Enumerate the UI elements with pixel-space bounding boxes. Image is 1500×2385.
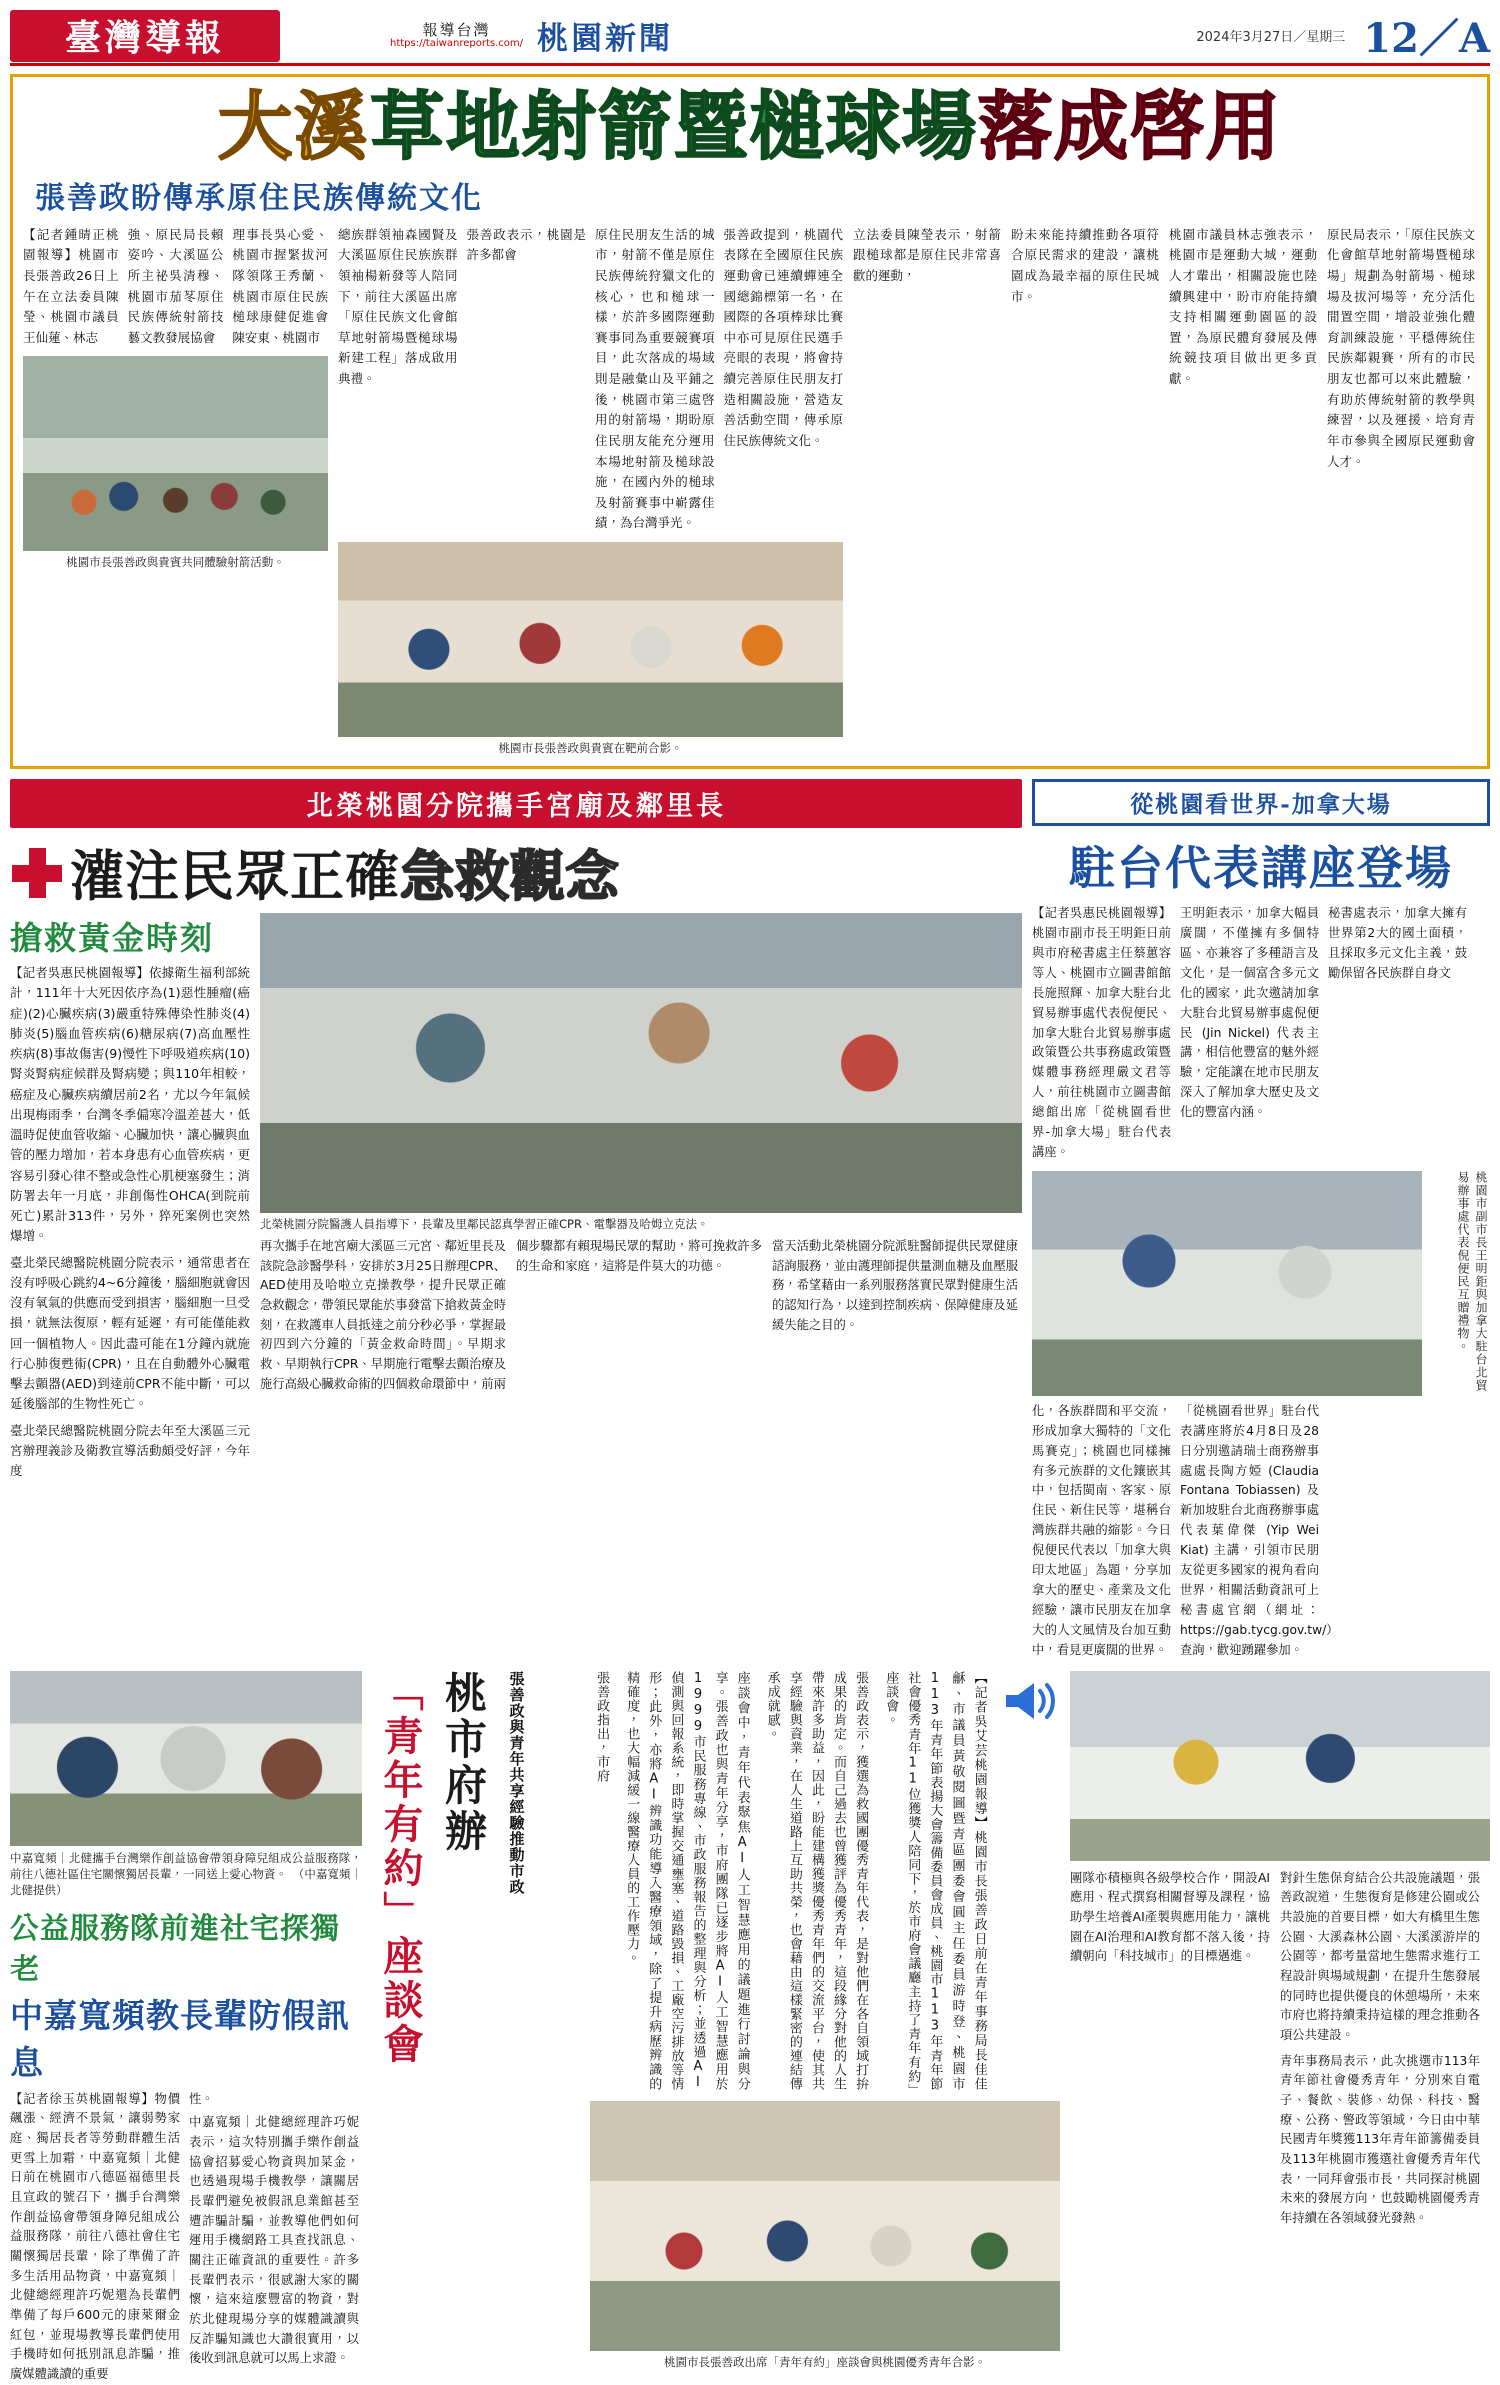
canada-banner: 從桃園看世界-加拿大場 xyxy=(1032,779,1490,826)
medical-cross-icon xyxy=(10,846,64,900)
cpr-story xyxy=(10,779,1022,1661)
canada-col-2: 王明鉅表示，加拿大幅員廣闊，不僅擁有多個特區、亦兼容了多種語言及文化，是一個富含多元文化的國家，此次邀請加拿大駐台北貿易辦事處倪便民 (Jin Nickel) 代表主講，相信他豐富的魅外經驗，定能讓在地市民朋友深入了解加拿大歷史及文化的豐富內涵。 xyxy=(1180,906,1319,1120)
cpr-col-3: 臺北榮民總醫院桃園分院去年至大溪區三元宮辦理義診及衛教宣導活動頗受好評，今年度 xyxy=(10,1422,250,1479)
speaker-icon-wrap xyxy=(998,1671,1058,2091)
charity-photo xyxy=(10,1671,362,1846)
charity-headline-2: 中嘉寬頻教長輩防假訊息 xyxy=(10,1995,350,2082)
cpr-col-2: 臺北榮民總醫院桃園分院表示，通常患者在沒有呼吸心跳約4~6分鐘後，腦細胞就會因沒有氧氣的供應而受到損害，腦細胞一旦受損，就無法復原，輕有延遲，有可能僅能救回一個植物人。因此盡可能在1分鐘內就施行心肺復甦術(CPR)，且在自動體外心臟電擊去顫器(AED)到達前CPR不能中斷，可以延後腦部的生物性死亡。 xyxy=(10,1254,250,1412)
lead-photo-1-caption: 桃園市長張善政與貴賓共同體驗射箭活動。 xyxy=(66,555,285,570)
masthead xyxy=(10,8,1490,66)
lead-col-11: 原民局表示，「原住民族文化會館草地射箭場暨槌球場」規劃為射箭場、槌球場及拔河場等，充分活化閒置空間，增設並強化體育訓練設施，平穩傳統住民族鄰親賽，所有的市民朋友也都可以來此體驗，有助於傳統射箭的教學與練習，以及運援、培育青年市參與全國原民運動會人才。 xyxy=(1327,226,1475,469)
youth-forum-photo-caption: 桃園市長張善政出席「青年有約」座談會與桃園優秀青年合影。 xyxy=(664,2354,986,2369)
lead-text-columns xyxy=(23,225,328,349)
charity-text-columns xyxy=(10,2090,362,2385)
canada-photo-caption: 桃園市副市長王明鉅與加拿大駐台北貿易辦事處代表倪便民互贈禮物。 xyxy=(1456,1170,1488,1392)
cpr-photo xyxy=(260,913,1022,1213)
canada-text-columns-2 xyxy=(1032,1402,1490,1661)
canada-col-5: 「從桃園看世界」駐台代表講座將於4月8日及28日分別邀請瑞士商務辦事處處長陶方婭 (Claudia Fontana Tobiassen) 及新加坡駐台北商務辦事處代表葉偉傑 (Yip Wei Kiat) 主講，引領市民朋友從更多國家的視角看向世界，相關活動資訊可上秘書處官網（網址：https://gab.tycg.gov.tw/）查詢，歡迎踴躍參加。 xyxy=(1180,1403,1339,1657)
masthead-right xyxy=(1196,7,1490,64)
cpr-headline-text xyxy=(70,834,620,911)
newspaper-logo xyxy=(10,10,280,62)
youth-forum-body-1: 【記者吳艾芸桃園報導】桃園市長張善政日前在青年事務局長佳佳龢、市議員黃敬閱圖暨青區團委會圓主任委員游時登、桃園市113年青年節表揚大會籌備委員會成員、桃園市113年青年節社會優秀青年11位獲獎人陪同下，於市府會議廳主持了青年有約」座談會。 xyxy=(883,1670,987,2091)
lead-col-10: 桃園市議員林志強表示，桃園市是運動大城，運動人才輩出，相關設施也陸續興建中，盼市府能持續支持相關運動園區的設置，為原民體育發展及傳統競技項目做出更多貢獻。 xyxy=(1169,226,1317,387)
megaphone-icon xyxy=(998,1671,1058,1731)
youth-forum-body-4: 張善政指出，市府 xyxy=(594,1670,610,1783)
lead-middle-block xyxy=(338,225,843,756)
masthead-tagline: 報導台灣 xyxy=(422,20,491,39)
youth-forum-col-b-frag-2: 青年事務局表示，此次挑選市113年青年節社會優秀青年，分別來自電子、餐飲、裝修、幼保、科技、醫療、公務、警政等領域，今日由中華民國青年獎獲113年青年節籌備委員及113年桃園市獲選社會優秀青年代表，一同拜會張市長，共同探討桃園未來的發展方向，也鼓勵桃園優秀青年持續在各領域發光發熱。 xyxy=(1280,2053,1480,2226)
cpr-headline xyxy=(10,834,1022,911)
youth-forum-photo xyxy=(590,2101,1060,2351)
lead-col-1: 【記者鍾晴正桃園報導】桃園市長張善政26日上午在立法委員陳瑩、桃園市議員王仙蓮、林志 xyxy=(23,226,119,345)
canada-col-6 xyxy=(1328,1402,1467,1661)
canada-col-3: 秘書處表示，加拿大擁有世界第2大的國土面積，且採取多元文化主義，鼓勵保留各民族群自身文 xyxy=(1328,906,1467,980)
lead-col-5: 張善政表示，桃園是許多都會 xyxy=(466,226,586,263)
lead-col-4: 總族群領袖森國賢及大溪區原住民族族群領袖楊新發等人陪同下，前往大溪區出席「原住民族文化會館草地射箭場暨槌球場新建工程」落成啟用典禮。 xyxy=(338,226,458,387)
headline-part-1: 大溪 xyxy=(218,84,370,170)
logo-text: 臺灣導報 xyxy=(64,17,225,59)
lead-headline xyxy=(23,84,1477,170)
cpr-headline-part-2: 急救觀念 xyxy=(400,844,620,909)
lead-right-block xyxy=(853,225,1477,756)
youth-forum-col-a: 團隊亦積極與各級學校合作，開設AI應用、程式撰寫相關督導及課程，協助學生培養AI產製與應用能力，讓桃園在AI治理和AI教育都不落入後，持續朝向「科技城市」的目標邁進。 xyxy=(1070,1870,1270,1964)
lead-photo-2-caption: 桃園市長張善政與貴賓在靶前合影。 xyxy=(498,741,683,756)
youth-forum-title-block xyxy=(372,1671,493,2385)
page-number: 12／A xyxy=(1363,15,1490,62)
youth-forum-body-2: 張善政表示，獲選為救國團優秀青年代表，是對他們在各自領域打拚成果的肯定。而自己過去也曾獲評為優秀青年，這段緣分對他的人生帶來許多助益，因此，盼能建構獲獎優秀青年們的交流平台，使其共享經驗與資業，在人生道路上互助共榮，也會藉由這樣緊密的連結傳承成就感。 xyxy=(764,1670,869,2091)
cpr-right-column xyxy=(260,913,1022,1481)
lead-story xyxy=(10,74,1490,769)
canada-story xyxy=(1032,779,1490,1661)
lead-col-9: 盼未來能持續推動各項符合原民需求的建設，讓桃園成為最幸福的原住民城市。 xyxy=(1011,226,1159,304)
youth-forum-body-3: 座談會中，青年代表聚焦AI人工智慧應用的議題進行討論與分享。張善政也與青年分享，市府團隊已逐步將AI人工智慧應用於1999市民服務專線、市政服務報告的整理與分析；並透過AI偵測與回報系統，即時掌握交通壅塞、道路毀損、工廠空污排放等情形；此外，亦將AI辨識功能導入醫療領域，除了提升病歷辨識的精確度，也大幅減緩一線醫療人員的工作壓力。 xyxy=(624,1670,750,2091)
youth-forum-col-b-frag-1: 對針生態保育結合公共設施議題，張善政說道，生態復育是修建公園或公共設施的首要目標，如大有橋里生態公園、大溪森林公園、大溪溪游岸的公園等，都考量當地生態需求進行工程設計與場域規劃，在提升生態發展的同時也提供優良的休憩場所，未來市府也將持續秉持這樣的理念推動各項公共建設。 xyxy=(1280,1870,1480,2042)
cpr-photo-caption: 北榮桃園分院醫護人員指導下，長輩及里鄰民認真學習正確CPR、電擊器及哈姆立克法。 xyxy=(260,1217,709,1232)
youth-forum-body-block xyxy=(590,1671,1060,2385)
middle-section xyxy=(10,779,1490,1661)
lead-col-2: 強、原民局長賴姿吟、大溪區公所主祕吳清穆、桃園市茄苳原住民族傳統射箭技藝文教發展協會 xyxy=(127,226,224,345)
cpr-left-column xyxy=(10,913,250,1481)
lead-col-3: 理事長吳心愛、桃園市握緊拔河隊領隊王秀蘭、桃園市原住民族槌球康健促進會陳安東、桃園市 xyxy=(232,226,329,345)
charity-col-2-frag-2: 中嘉寬頻｜北健總經理許巧妮表示，這次特別攜手樂作創益協會招募愛心物資與加菜金，也透過現場手機教學，讓關居長輩們避免被假訊息業館甚至遭詐騙計騙，並教導他們如何運用手機網路工具查找訊息、關注正確資訊的重要性。許多長輩們表示，很感謝大家的關懷，這來這麼豐富的物資，對於北健現場分享的媒體識讀與反詐騙知識也大讚很實用，以後收到訊息就可以馬上求證。 xyxy=(189,2115,359,2366)
cpr-col-4: 再次攜手在地宮廟大溪區三元宮、鄰近里長及該院急診醫學科，安排於3月25日辦理CPR、AED使用及哈啦立克操教學，提升民眾正確急救觀念，帶領民眾能於事發當下搶救黃金時刻，在救護車人員抵達之前分秒必爭，掌握最初四到六分鐘的「黃金救命時間」。早期求救、早期執行CPR、早期施行電擊去顫治療及施行高級心臟救命術的四個救命環節中，前兩 xyxy=(260,1239,506,1391)
canada-col-1: 【記者吳惠民桃園報導】桃園市副市長王明鉅日前與市府秘書處主任蔡蕙容等人、桃園市立圖書館館長施照輝、加拿大駐台北貿易辦事處代表倪便民、加拿大駐台北貿易辦事處政策暨公共事務處政策暨媒體事務經理嚴文君等人，前往桃園市立圖書館總館出席「從桃園看世界-加拿大場」駐台代表講座。 xyxy=(1032,906,1171,1159)
cpr-col-5: 個步驟都有賴現場民眾的幫助，將可挽救許多的生命和家庭，這將是件莫大的功德。 xyxy=(516,1239,762,1273)
cpr-banner: 北榮桃園分院攜手宮廟及鄰里長 xyxy=(10,779,1022,828)
cpr-subheadline: 搶救黃金時刻 xyxy=(10,919,215,958)
publication-date: 2024年3月27日／星期三 xyxy=(1196,30,1346,45)
headline-part-3: 落成啓用 xyxy=(978,84,1282,170)
youth-forum-photo-2 xyxy=(1070,1671,1490,1861)
bottom-section xyxy=(10,1671,1490,2385)
section-title: 桃園新聞 xyxy=(536,21,673,57)
charity-col-1: 【記者徐玉英桃園報導】物價飆漲、經濟不景氣，讓弱勢家庭、獨居長者等勞動群體生活更雪上加霜，中嘉寬頻｜北健日前在桃園市八德區福德里長且宣政的號召下，攜手台灣樂作創益協會帶領身障兒組成公益服務隊，前往八德社會住宅關懷獨居長輩，除了準備了許多生活用品物資，中嘉寬頻｜北健總經理許巧妮還為長輩們準備了每戶600元的康萊爾金紅包，並現場教導長輩們使用手機時如何抵別訊息詐騙，推廣媒體識讀的重要 xyxy=(10,2091,180,2382)
masthead-website xyxy=(390,22,523,50)
youth-forum-col-b xyxy=(1280,1869,1480,2229)
lead-col-6: 原住民朋友生活的城市，射箭不僅是原住民族傳統狩獵文化的核心，也和槌球一樣，於許多國際運動賽事同為重要競賽項目，此次落成的場域則是融彙山及平鋪之後，桃園市第三處啓用的射箭場，期盼原住民朋友能充分運用本場地射箭及槌球設施，在國內外的槌球及射箭賽事中嶄露佳績，為台灣爭光。 xyxy=(595,226,715,531)
canada-text-columns xyxy=(1032,904,1490,1163)
charity-photo-caption: 中嘉寬頻｜北健攜手台灣樂作創益協會帶領身障兒組成公益服務隊，前往八德社區住宅關懷獨居長輩，一同送上愛心物資。 （中嘉寬頻｜北健提供） xyxy=(10,1850,362,1897)
masthead-center xyxy=(390,13,673,58)
lead-subheadline: 張善政盼傳承原住民族傳統文化 xyxy=(35,180,483,216)
lead-col-8: 立法委員陳瑩表示，射箭跟槌球都是原住民非常喜歡的運動， xyxy=(853,226,1001,283)
canada-headline: 駐台代表講座登場 xyxy=(1069,841,1453,896)
lead-left-block xyxy=(23,225,328,756)
charity-headline-1: 公益服務隊前進社宅探獨老 xyxy=(10,1910,341,1986)
cpr-col-6: 當天活動北榮桃園分院派駐醫師提供民眾健康諮詢服務，並由護理師提供量測血糖及血壓服務，希望藉由一系列服務落實民眾對健康生活的認知行為，以達到控制疾病、保障健康及延緩失能之目的。 xyxy=(772,1239,1018,1332)
youth-forum-right-block xyxy=(1070,1671,1490,2385)
youth-forum-subhead-block xyxy=(503,1671,580,2385)
youth-forum-title-black: 桃市府辦 xyxy=(439,1670,488,1855)
charity-story xyxy=(10,1671,362,2385)
canada-photo xyxy=(1032,1171,1422,1396)
lead-photo-1 xyxy=(23,356,328,551)
cpr-headline-part-1: 灌注民眾正確 xyxy=(70,844,400,909)
youth-forum-title-red: 「青年有約」座談會 xyxy=(377,1670,424,2067)
lead-photo-2 xyxy=(338,542,843,737)
headline-part-2: 草地射箭暨槌球場 xyxy=(370,84,978,170)
charity-col-2 xyxy=(189,2090,359,2385)
youth-forum-subhead: 張善政與青年共享經驗推動市政 xyxy=(507,1670,526,1895)
cpr-col-1: 【記者吳惠民桃園報導】依據衛生福利部統計，111年十大死因依序為(1)惡性腫瘤(癌症)(2)心臟疾病(3)嚴重特殊傳染性肺炎(4)肺炎(5)腦血管疾病(6)糖尿病(7)高血壓性疾病(8)事故傷害(9)慢性下呼吸道疾病(10)腎炎腎病症候群及腎病變；與110年相較，癌症及心臟疾病續居前2名，尤以今年氣候出現梅雨季，台灣冬季偏寒冷溫差甚大，低溫時促使血管收縮、心臟加快，讓心臟與血管的壓力增加，若本身患有心血管疾病，更容易引發心律不整或急性心肌梗塞發生；消防署去年一月底，非創傷性OHCA(到院前死亡)累計313件，另外，猝死案例也突然爆增。 xyxy=(10,965,250,1244)
charity-col-2-frag-1: 性。 xyxy=(189,2091,214,2106)
canada-col-4: 化，各族群間和平交流，形成加拿大獨特的「文化馬賽克」；桃園也同樣擁有多元族群的文化鑲嵌其中，包括閩南、客家、原住民、新住民等，堪稱台灣族群共融的縮影。今日倪便民代表以「加拿大與印太地區」為題，分享加拿大的歷史、產業及文化經驗，讓市民朋友在加拿大的人文風情及台加互動中，看見更廣闊的世界。 xyxy=(1032,1403,1171,1657)
lead-body xyxy=(23,225,1477,756)
lead-col-7: 張善政提到，桃園代表隊在全國原住民族運動會已連續蟬連全國總錦標第一名，在國際的各項棒球比賽中亦可見原住民選手亮眼的表現，將會持續完善原住民朋友打造相關設施，營造友善活動空間，傳承原住民族傳統文化。 xyxy=(723,226,843,448)
masthead-url[interactable]: https://taiwanreports.com/ xyxy=(390,38,523,50)
